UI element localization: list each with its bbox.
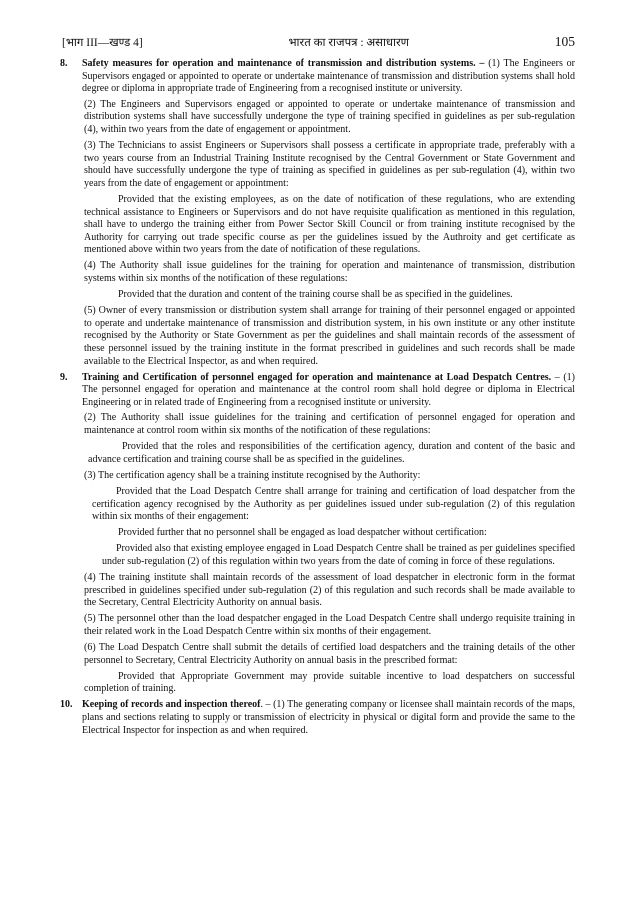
header-part-section: [भाग III—खण्ड 4] [62, 37, 143, 49]
sub-regulation-8-5: (5) Owner of every transmission or distribution system shall arrange for training of their personnel engaged or appointed to operate and undertake maintenance of transmission and distribution system, in his own institute or any other institute recognised by the Authority or State Government as per the guidelines and shall maintain records of the assessment of these personnel issued by the training institute in the format prescribed in guidelines and such records shall be made available to the Electrical Inspector, as and when required. [84, 305, 575, 367]
sub-regulation-8-2: (2) The Engineers and Supervisors engaged or appointed to operate or undertake maintenance of transmission and distribution systems shall have successfully undergone the type of training specified in guidelines as per sub-regulation (4), within two years from the date of engagement or appointment. [84, 98, 575, 135]
proviso-8-4: Provided that the duration and content of the training course shall be as specified in the guidelines. [118, 289, 513, 301]
sub-regulation-9-3: (3) The certification agency shall be a training institute recognised by the Authority: [84, 469, 421, 481]
sub-regulation-8-4: (4) The Authority shall issue guidelines for the training for operation and maintenance of transmission, distribution systems within six months of the notification of these regulations: [84, 260, 575, 284]
sub-regulation-9-5: (5) The personnel other than the load despatcher engaged in the Load Despatch Centre shall undergo requisite training in their related work in the Load Despatch Centre within six months of their engagement. [84, 613, 575, 637]
document-body [62, 58, 575, 737]
page-number: 105 [554, 34, 575, 49]
proviso-8-3: Provided that the existing employees, as on the date of notification of these regulations, who are extending technical assistance to Engineers or Supervisors and do not have requisite qualification as mentioned in this regulation, shall have to undergo the training either from Power Sector Skill Council or from training institute recognised by the Authority for carrying out trade specific course as per the guidelines issued by the Authroity and get certificate as mentioned above within two years from the date of notification of these regulations. [84, 193, 575, 256]
sub-regulation-8-3: (3) The Technicians to assist Engineers or Supervisors shall possess a certificate in appropriate trade, preferably with a two years course from an Industrial Training Institute recognised by the Central Government or State Government and should have successfully undergone the type of training as specified in guidelines as per sub-regulation (4), within two years from the date of engagement or appointment: [84, 140, 575, 189]
regulation-number: 10. [60, 699, 73, 711]
regulation-8-intro: Safety measures for operation and maintenance of transmission and distribution systems. – (1) The Engineers or Supervisors engaged or appointed to operate or undertake maintenance of transmission and distribution systems shall hold degree or diploma in appropriate trade of Engineering from a recognised institute or university. [82, 58, 575, 95]
regulation-10 [62, 699, 575, 737]
regulation-9-intro: Training and Certification of personnel engaged for operation and maintenance at Load Despatch Centres. – (1) The personnel engaged for operation and maintenance at the control room shall hold degree or diploma in Electrical Engineering or in related trade of Engineering from a recognised institute or university. [82, 371, 575, 408]
regulation-title: Safety measures for operation and maintenance of transmission and distribution systems. – [82, 58, 485, 69]
page-header [62, 34, 575, 50]
proviso-9-3-b: Provided further that no personnel shall be engaged as load despatcher without certification: [118, 527, 487, 539]
proviso-9-3-c: Provided also that existing employee engaged in Load Despatch Centre shall be trained as per guidelines specified under sub-regulation (2) of this regulation within two years from the date of coming in force of these regulations. [102, 543, 575, 567]
header-gazette-title: भारत का राजपत्र : असाधारण [288, 37, 409, 49]
sub-regulation-9-6: (6) The Load Despatch Centre shall submit the details of certified load despatchers and the training details of the other personnel to Secretary, Central Electricity Authority on annual basis in the prescribed format: [84, 641, 575, 666]
regulation-number: 9. [60, 371, 68, 383]
sub-regulation-9-4: (4) The training institute shall maintain records of the assessment of load despatcher in electronic form in the format prescribed in guidelines specified under sub-regulation (2) of this regulation and such records shall be made available to the Secretary, Central Electricity Authority on annual basis. [84, 571, 575, 609]
proviso-9-2: Provided that the roles and responsibilities of the certification agency, duration and content of the basic and advance certification and training course shall be as specified in the guidelines. [88, 441, 575, 465]
regulation-10-intro: Keeping of records and inspection thereof. – (1) The generating company or licensee shall maintain records of the maps, plans and sections relating to supply or transmission of electricity in physical or digital form and provide the same to the Electrical Inspector for inspection as and when required. [82, 699, 575, 736]
sub-regulation-9-2: (2) The Authority shall issue guidelines for the training and certification of personnel engaged for operation and maintenance at control room within six months of the notification of these regulations: [84, 412, 575, 437]
regulation-number: 8. [60, 58, 68, 69]
regulation-title: Training and Certification of personnel engaged for operation and maintenance at Load Despatch Centres. [82, 371, 552, 383]
regulation-9 [62, 372, 575, 410]
regulation-title: Keeping of records and inspection thereof [82, 699, 261, 711]
proviso-9-6: Provided that Appropriate Government may provide suitable incentive to load despatchers on successful completion of training. [84, 670, 575, 695]
regulation-8 [62, 58, 575, 96]
proviso-9-3-a: Provided that the Load Despatch Centre shall arrange for training and certification of load despatcher from the certification agency recognised by the Authority as per guidelines issued under sub-regulation (2) of this regulation within six months of their engagement: [92, 485, 575, 523]
